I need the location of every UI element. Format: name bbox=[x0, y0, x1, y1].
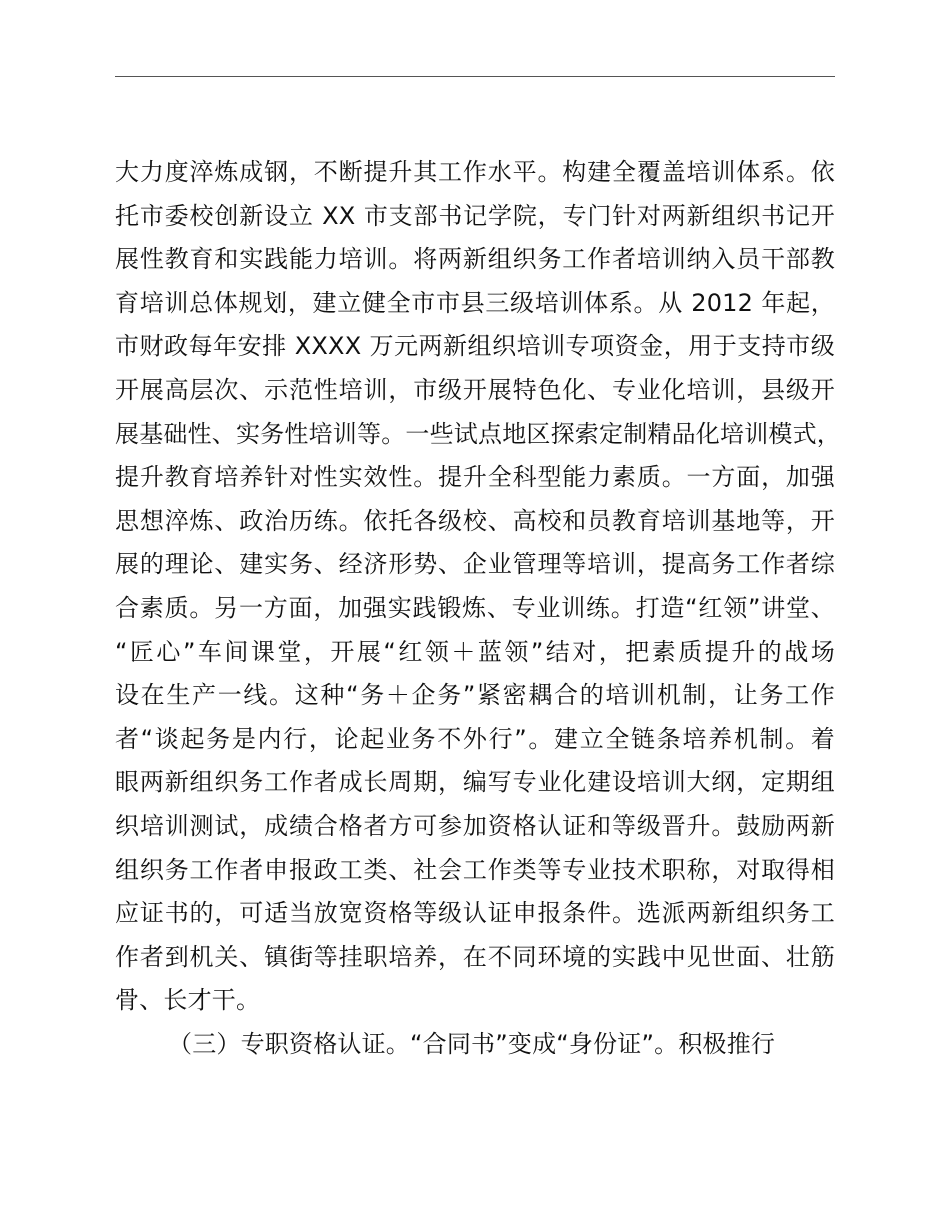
header-rule bbox=[115, 76, 835, 77]
text-line: 思想淬炼、政治历练。依托各级校、高校和员教育培训基地等，开 bbox=[115, 506, 835, 535]
text-line: 作者到机关、镇街等挂职培养，在不同环境的实践中见世面、壮筋 bbox=[115, 942, 835, 971]
text-line: 育培训总体规划，建立健全市市县三级培训体系。从 2012 年起， bbox=[115, 288, 835, 317]
text-line: 者“谈起务是内行，论起业务不外行”。建立全链条培养机制。着 bbox=[115, 724, 835, 753]
text-line: 提升教育培养针对性实效性。提升全科型能力素质。一方面，加强 bbox=[115, 463, 835, 492]
body-text bbox=[115, 151, 841, 1066]
text-line: 托市委校创新设立 XX 市支部书记学院，专门针对两新组织书记开 bbox=[115, 201, 835, 230]
section-heading-line: （三）专职资格认证。“合同书”变成“身份证”。积极推行 bbox=[168, 1029, 776, 1058]
text-line: 市财政每年安排 XXXX 万元两新组织培训专项资金，用于支持市级 bbox=[115, 332, 835, 361]
text-line: “匠心”车间课堂，开展“红领＋蓝领”结对，把素质提升的战场 bbox=[115, 637, 835, 666]
text-line: 组织务工作者申报政工类、社会工作类等专业技术职称，对取得相 bbox=[115, 855, 835, 884]
text-line: 展的理论、建实务、经济形势、企业管理等培训，提高务工作者综 bbox=[115, 550, 835, 579]
text-line: 合素质。另一方面，加强实践锻炼、专业训练。打造“红领”讲堂、 bbox=[115, 593, 835, 622]
text-line: 应证书的，可适当放宽资格等级认证申报条件。选派两新组织务工 bbox=[115, 899, 835, 928]
text-line: 眼两新组织务工作者成长周期，编写专业化建设培训大纲，定期组 bbox=[115, 768, 835, 797]
text-line: 展基础性、实务性培训等。一些试点地区探索定制精品化培训模式， bbox=[115, 419, 841, 448]
text-line: 织培训测试，成绩合格者方可参加资格认证和等级晋升。鼓励两新 bbox=[115, 811, 835, 840]
text-line: 展性教育和实践能力培训。将两新组织务工作者培训纳入员干部教 bbox=[115, 245, 835, 274]
text-line: 开展高层次、示范性培训，市级开展特色化、专业化培训，县级开 bbox=[115, 375, 835, 404]
paragraph-end-line: 骨、长才干。 bbox=[115, 986, 261, 1015]
text-line: 大力度淬炼成钢，不断提升其工作水平。构建全覆盖培训体系。依 bbox=[115, 158, 835, 186]
text-line: 设在生产一线。这种“务＋企务”紧密耦合的培训机制，让务工作 bbox=[115, 681, 835, 710]
